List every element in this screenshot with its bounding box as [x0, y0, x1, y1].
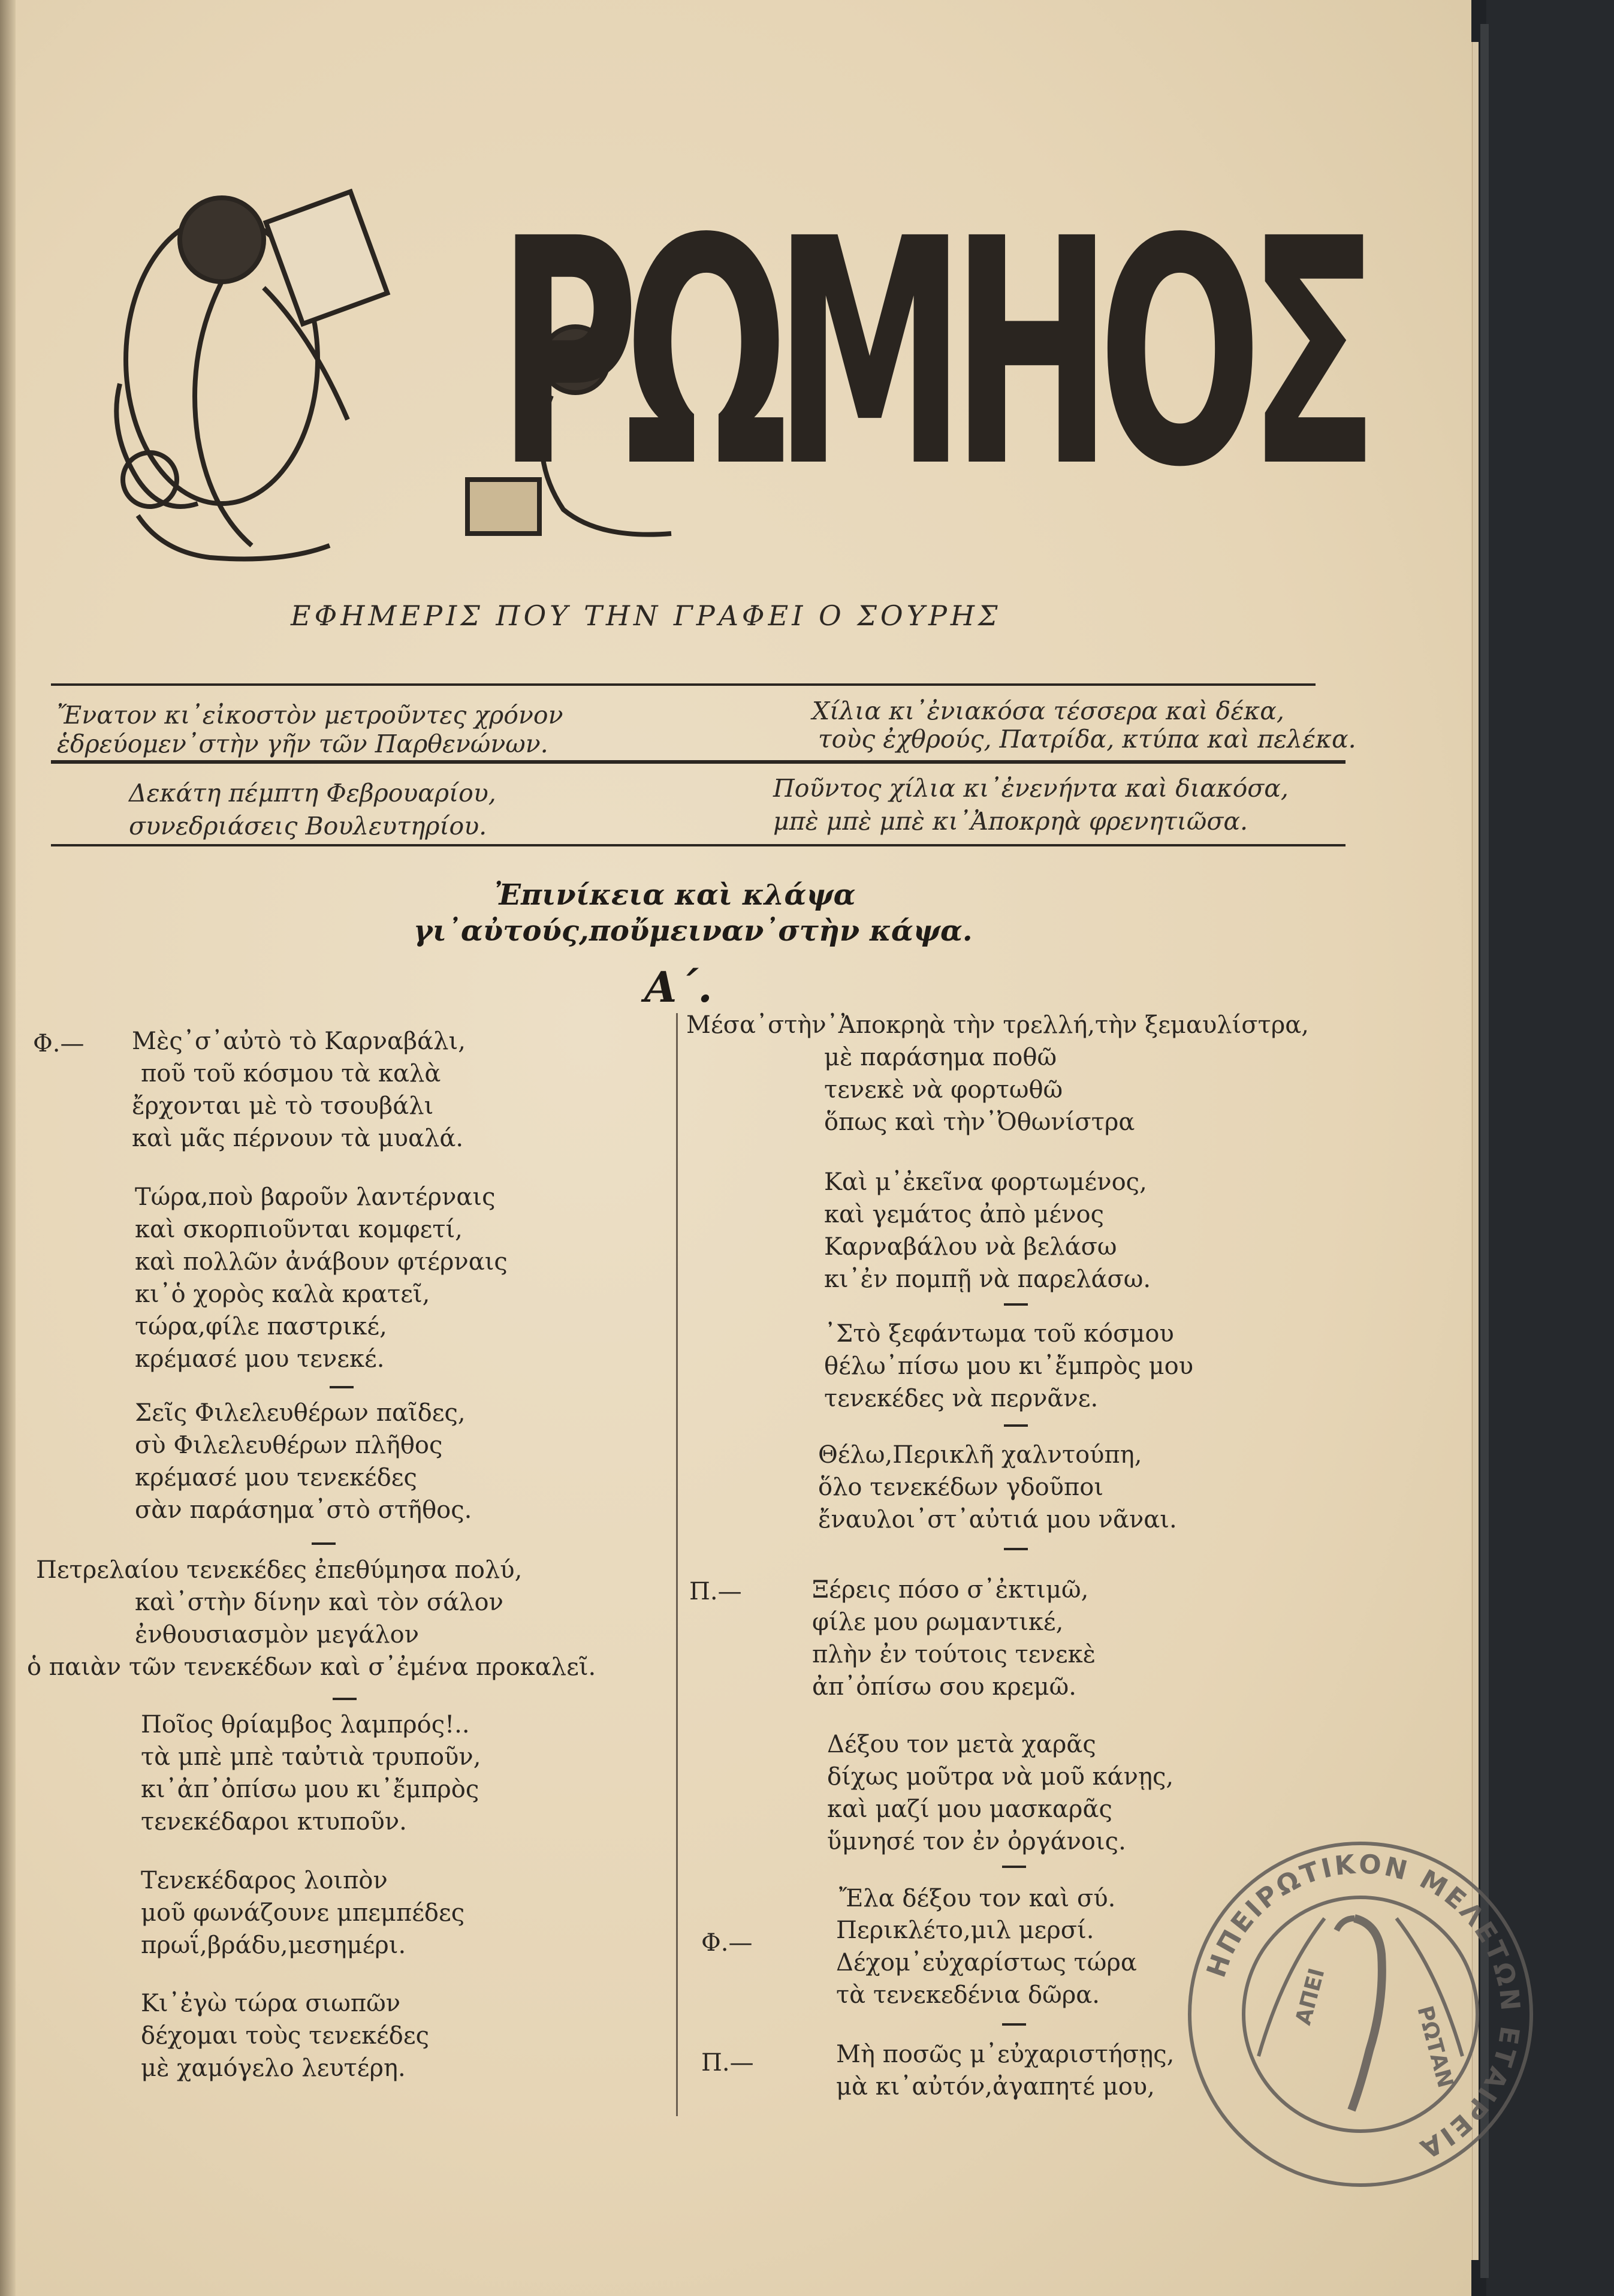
stanza-divider — [1002, 2023, 1026, 2026]
verse-line: σὰν παράσημα᾽στὸ στῆθος. — [135, 1496, 472, 1524]
right-stanza-7 — [839, 1882, 1115, 1915]
verse-line: ᾽Στὸ ξεφάντωμα τοῦ κόσμου — [824, 1320, 1174, 1348]
verse-line: Σεῖς Φιλελευθέρων παῖδες, — [135, 1399, 466, 1427]
stamp-inner-left: ΑΠΕΙ — [1291, 1966, 1330, 2028]
part-number: Α΄. — [644, 962, 713, 1012]
speaker-pi-1: Π.— — [689, 1578, 742, 1605]
verse-line: Τώρα,ποὺ βαροῦν λαντέρναις — [135, 1183, 496, 1211]
header-left-bottom-2: συνεδριάσεις Βουλευτηρίου. — [129, 812, 487, 840]
verse-line: τενεκὲ νὰ φορτωθῶ — [824, 1076, 1063, 1104]
verse-line: τενεκέδαροι κτυποῦν. — [141, 1808, 407, 1836]
header-right-top-2: τοὺς ἐχθρούς, Πατρίδα, κτύπα καὶ πελέκα. — [818, 725, 1356, 754]
verse-line: πλὴν ἐν τούτοις τενεκὲ — [812, 1641, 1096, 1668]
masthead — [84, 144, 1365, 575]
left-stanza-2 — [135, 1181, 508, 1375]
verse-line: δέχομαι τοὺς τενεκέδες — [141, 2022, 429, 2050]
left-stanza-4 — [27, 1554, 596, 1683]
verse-line: ἔναυλοι᾽στ᾽αὐτιά μου νᾶναι. — [818, 1506, 1177, 1533]
verse-line: Μὲς᾽σ᾽αὐτὸ τὸ Καρναβάλι, — [132, 1028, 466, 1055]
verse-line: Μὴ ποσῶς μ᾽εὐχαριστήσῃς, — [836, 2041, 1175, 2068]
verse-line: δίχως μοῦτρα νὰ μοῦ κάνῃς, — [827, 1763, 1174, 1791]
verse-line: Ποῖος θρίαμβος λαμπρός!.. — [141, 1711, 470, 1738]
verse-line: Κι᾽ἐγὼ τώρα σιωπῶν — [141, 1990, 401, 2017]
verse-line: καὶ᾽στὴν δίνην καὶ τὸν σάλον — [135, 1589, 503, 1616]
verse-line: τενεκέδες νὰ περνᾶνε. — [824, 1385, 1099, 1412]
verse-line: ὅλο τενεκέδων γδοῦποι — [818, 1474, 1104, 1501]
verse-line: ὅπως καὶ τὴν᾽Ὀθωνίστρα — [824, 1108, 1135, 1136]
verse-line: ὕμνησέ τον ἐν ὀργάνοις. — [827, 1828, 1126, 1855]
verse-line: Καὶ μ᾽ἐκεῖνα φορτωμένος, — [824, 1168, 1147, 1196]
verse-line: τώρα,φίλε παστρικέ, — [135, 1313, 387, 1340]
verse-line: Πετρελαίου τενεκέδες ἐπεθύμησα πολύ, — [36, 1556, 523, 1584]
header-left-bottom-1: Δεκάτη πέμπτη Φεβρουαρίου, — [129, 779, 496, 807]
masthead-title: ΡΩΜΗΟΣ — [497, 172, 1365, 535]
stamp-ring-text: ΗΠΕΙΡΩΤΙΚΟΝ ΜΕΛΕΤΩΝ ΕΤΑΙΡΕΙΑ — [1200, 1849, 1526, 2165]
verse-line: καὶ γεμάτος ἀπὸ μένος — [824, 1201, 1104, 1228]
verse-line: ἐνθουσιασμὸν μεγάλον — [135, 1621, 420, 1649]
verse-line: σὺ Φιλελευθέρων πλῆθος — [135, 1432, 443, 1459]
right-stanza-2 — [824, 1166, 1151, 1295]
verse-line: μοῦ φωνάζουνε μπεμπέδες — [141, 1899, 465, 1927]
page-gutter — [0, 0, 16, 2296]
speaker-pi-2: Π.— — [701, 2049, 754, 2077]
verse-line: κι᾽ἀπ᾽ὀπίσω μου κι᾽ἔμπρὸς — [141, 1776, 479, 1803]
verse-line: πρωΐ,βράδυ,μεσημέρι. — [141, 1932, 406, 1959]
verse-line: Μέσα᾽στὴν᾽Ἀποκρηὰ τὴν τρελλή,τὴν ξεμαυλίστρα, — [686, 1011, 1309, 1039]
verse-line: Περικλέτο,μιλ μερσί. — [836, 1917, 1094, 1944]
stamp-seal-icon — [1175, 1828, 1546, 2200]
verse-line: καὶ σκορπιοῦνται κομφετί, — [135, 1216, 463, 1243]
verse-line: Δέξου τον μετὰ χαρᾶς — [827, 1731, 1096, 1758]
left-stanza-6 — [141, 1864, 464, 1961]
verse-line: τὰ μπὲ μπὲ ταὐτιὰ τρυποῦν, — [141, 1743, 481, 1771]
verse-line: καὶ μαζί μου μασκαρᾶς — [827, 1795, 1112, 1823]
speaker-phi: Φ.— — [33, 1030, 85, 1057]
right-stanza-6 — [827, 1728, 1173, 1858]
stanza-divider — [1004, 1303, 1028, 1306]
right-stanza-9 — [836, 2038, 1174, 2103]
subtitle: ΕΦΗΜΕΡΙΣ ΠΟΥ ΤΗΝ ΓΡΑΦΕΙ Ο ΣΟΥΡΗΣ — [291, 599, 1001, 632]
verse-line: μὰ κι᾽αὐτόν,ἀγαπητέ μου, — [836, 2073, 1155, 2101]
header-right-bottom-2: μπὲ μπὲ μπὲ κι᾽Ἀποκρηὰ φρενητιῶσα. — [773, 807, 1248, 836]
verse-line: κι᾽ἐν πομπῇ νὰ παρελάσω. — [824, 1265, 1151, 1293]
verse-line: Καρναβάλου νὰ βελάσω — [824, 1233, 1117, 1261]
verse-line: Ξέρεις πόσο σ᾽ἐκτιμῶ, — [812, 1576, 1089, 1604]
verse-line: καὶ μᾶς πέρνουν τὰ μυαλά. — [132, 1125, 464, 1152]
verse-line: ὁ παιὰν τῶν τενεκέδων καὶ σ᾽ἐμένα προκαλεῖ. — [27, 1653, 596, 1681]
verse-line: Τενεκέδαρος λοιπὸν — [141, 1867, 388, 1894]
stanza-divider — [1004, 1548, 1028, 1550]
left-stanza-1 — [132, 1025, 466, 1155]
headline-line-1: Ἐπινίκεια καὶ κλάψα — [494, 878, 856, 912]
verse-line: κι᾽ὁ χορὸς καλὰ κρατεῖ, — [135, 1280, 430, 1308]
left-stanza-3 — [135, 1397, 472, 1526]
right-stanza-1 — [686, 1009, 1309, 1138]
verse-line: καὶ πολλῶν ἀνάβουν φτέρναις — [135, 1248, 508, 1276]
left-stanza-5 — [141, 1709, 481, 1838]
right-stanza-3 — [824, 1318, 1193, 1415]
right-stanza-8 — [836, 1914, 1137, 2011]
rule-top — [51, 683, 1316, 686]
verse-line: Δέχομ᾽εὐχαρίστως τώρα — [836, 1949, 1137, 1976]
library-stamp — [1175, 1828, 1546, 2200]
verse-line: μὲ χαμόγελο λευτέρη. — [141, 2054, 406, 2082]
verse-line: ποῦ τοῦ κόσμου τὰ καλὰ — [141, 1060, 441, 1087]
column-divider — [676, 1013, 678, 2116]
verse-line: μὲ παράσημα ποθῶ — [824, 1044, 1057, 1071]
stanza-divider — [1002, 1866, 1026, 1868]
verse-line: Θέλω,Περικλῆ χαλντούπη, — [818, 1441, 1142, 1469]
verse-line: ἔρχονται μὲ τὸ τσουβάλι — [132, 1092, 434, 1120]
verse-line: κρέμασέ μου τενεκέ. — [135, 1345, 385, 1373]
speaker-phi-right: Φ.— — [701, 1929, 753, 1957]
right-stanza-5 — [812, 1574, 1096, 1703]
verse-line: φίλε μου ρωμαντικέ, — [812, 1608, 1064, 1636]
right-stanza-4 — [818, 1439, 1177, 1536]
stanza-divider — [330, 1386, 354, 1388]
verse-line: Ἔλα δέξου τον καὶ σύ. — [839, 1885, 1116, 1912]
header-left-top-2: ἑδρεύομεν᾽στὴν γῆν τῶν Παρθενώνων. — [57, 730, 548, 758]
header-right-top-1: Χίλια κι᾽ἐνιακόσα τέσσερα καὶ δέκα, — [812, 697, 1284, 725]
stanza-divider — [1004, 1424, 1028, 1427]
header-left-top-1: Ἔνατον κι᾽εἰκοστὸν μετροῦντες χρόνον — [57, 701, 563, 730]
verse-line: τὰ τενεκεδένια δῶρα. — [836, 1981, 1100, 2009]
rule-bottom — [51, 844, 1345, 846]
stanza-divider — [333, 1698, 357, 1700]
header-right-bottom-1: Ποῦντος χίλια κι᾽ἐνενήντα καὶ διακόσα, — [773, 774, 1289, 803]
left-stanza-7 — [141, 1987, 429, 2084]
verse-line: ἀπ᾽ὀπίσω σου κρεμῶ. — [812, 1673, 1076, 1701]
verse-line: κρέμασέ μου τενεκέδες — [135, 1464, 417, 1492]
stanza-divider — [312, 1542, 336, 1545]
headline-line-2: γι᾽αὐτούς,ποὔμειναν᾽στὴν κάψα. — [414, 914, 973, 948]
stamp-inner-right: ΡΩΤΑΝ — [1412, 2003, 1458, 2091]
verse-line: θέλω᾽πίσω μου κι᾽ἔμπρὸς μου — [824, 1352, 1194, 1380]
